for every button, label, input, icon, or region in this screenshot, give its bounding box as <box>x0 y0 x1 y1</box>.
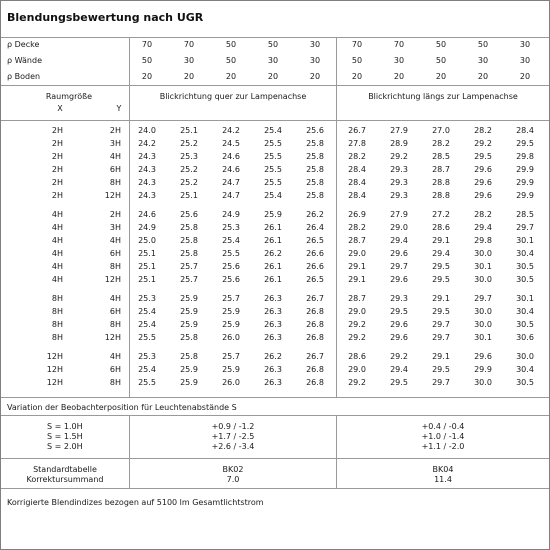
ugr-value: 29.6 <box>474 165 492 174</box>
ugr-value: 29.1 <box>432 236 450 245</box>
room-size-x: 4H <box>51 249 63 258</box>
ugr-value: 26.3 <box>264 307 282 316</box>
ugr-value: 24.0 <box>138 126 156 135</box>
room-size-y: 3H <box>109 223 121 232</box>
ugr-value: 25.8 <box>306 139 324 148</box>
ugr-value: 26.5 <box>306 275 324 284</box>
ugr-value: 25.5 <box>138 333 156 342</box>
ugr-value: 28.4 <box>348 191 366 200</box>
ugr-value: 27.9 <box>390 210 408 219</box>
ugr-value: 28.4 <box>348 178 366 187</box>
ugr-value: 24.2 <box>138 139 156 148</box>
ugr-value: 25.4 <box>264 191 282 200</box>
room-size-y: 8H <box>109 178 121 187</box>
ugr-value: 28.4 <box>348 165 366 174</box>
room-size-y: 6H <box>109 365 121 374</box>
variation-quer: +2.6 / -3.4 <box>211 442 255 451</box>
ugr-value: 25.5 <box>138 378 156 387</box>
reflectance-value: 30 <box>183 56 195 65</box>
ugr-value: 28.8 <box>432 191 450 200</box>
reflectance-value: 30 <box>309 40 321 49</box>
divider <box>1 415 549 416</box>
ugr-value: 26.9 <box>348 210 366 219</box>
reflectance-value: 70 <box>183 40 195 49</box>
reflectance-value: 70 <box>351 40 363 49</box>
ugr-value: 25.7 <box>222 352 240 361</box>
ugr-value: 29.7 <box>516 223 534 232</box>
divider <box>1 37 549 38</box>
ugr-value: 29.7 <box>432 378 450 387</box>
ugr-value: 25.3 <box>138 352 156 361</box>
ugr-value: 27.8 <box>348 139 366 148</box>
ugr-value: 25.9 <box>222 320 240 329</box>
room-size-x: 2H <box>51 178 63 187</box>
ugr-value: 30.4 <box>516 249 534 258</box>
reflectance-value: 50 <box>351 56 363 65</box>
ugr-value: 27.0 <box>432 126 450 135</box>
ugr-value: 29.0 <box>348 307 366 316</box>
ugr-value: 26.6 <box>306 249 324 258</box>
variation-quer: +1.7 / -2.5 <box>211 432 255 441</box>
ugr-value: 25.9 <box>180 294 198 303</box>
reflectance-value: 30 <box>393 56 405 65</box>
ugr-value: 26.3 <box>264 320 282 329</box>
ugr-value: 30.6 <box>516 333 534 342</box>
ugr-value: 30.1 <box>516 294 534 303</box>
ugr-value: 30.5 <box>516 320 534 329</box>
ugr-value: 30.0 <box>474 320 492 329</box>
ugr-value: 25.6 <box>306 126 324 135</box>
reflectance-value: 50 <box>435 40 447 49</box>
ugr-value: 26.2 <box>264 352 282 361</box>
ugr-value: 25.9 <box>222 365 240 374</box>
room-size-x: 12H <box>46 378 63 387</box>
reflectance-value: 70 <box>393 40 405 49</box>
ugr-value: 29.4 <box>390 365 408 374</box>
ugr-value: 25.4 <box>138 365 156 374</box>
ugr-value: 29.3 <box>390 191 408 200</box>
ugr-value: 29.4 <box>432 249 450 258</box>
reflectance-value: 20 <box>477 72 489 81</box>
ugr-value: 26.8 <box>306 378 324 387</box>
ugr-value: 29.7 <box>432 333 450 342</box>
ugr-value: 26.3 <box>264 333 282 342</box>
ugr-value: 26.3 <box>264 378 282 387</box>
ugr-value: 25.3 <box>180 152 198 161</box>
ugr-value: 29.9 <box>516 178 534 187</box>
room-size-y: 4H <box>109 152 121 161</box>
ugr-value: 28.4 <box>516 126 534 135</box>
correction-value-quer: 7.0 <box>226 475 240 484</box>
room-size-x: 12H <box>46 365 63 374</box>
ugr-value: 24.3 <box>138 178 156 187</box>
reflectance-value: 30 <box>519 40 531 49</box>
variation-laengs: +1.0 / -1.4 <box>421 432 465 441</box>
ugr-value: 25.1 <box>180 126 198 135</box>
ugr-value: 29.1 <box>348 275 366 284</box>
ugr-value: 25.9 <box>180 378 198 387</box>
ugr-value: 24.6 <box>222 152 240 161</box>
column-divider <box>129 415 130 488</box>
ugr-value: 25.9 <box>180 307 198 316</box>
ugr-value: 30.1 <box>474 333 492 342</box>
room-size-x: 4H <box>51 275 63 284</box>
variation-label: S = 1.0H <box>47 422 83 431</box>
ugr-value: 25.5 <box>222 249 240 258</box>
ugr-value: 25.6 <box>180 210 198 219</box>
ugr-value: 29.2 <box>348 378 366 387</box>
ugr-value: 29.8 <box>516 152 534 161</box>
ugr-value: 29.0 <box>348 249 366 258</box>
divider <box>1 458 549 459</box>
ugr-value: 24.2 <box>222 126 240 135</box>
ugr-value: 29.5 <box>432 275 450 284</box>
ugr-value: 29.1 <box>432 294 450 303</box>
room-size-x: 2H <box>51 191 63 200</box>
ugr-value: 29.6 <box>474 352 492 361</box>
ugr-value: 26.4 <box>306 223 324 232</box>
ugr-value: 29.6 <box>390 275 408 284</box>
ugr-value: 25.1 <box>138 249 156 258</box>
reflectance-value: 30 <box>309 56 321 65</box>
ugr-value: 24.9 <box>138 223 156 232</box>
ugr-value: 24.3 <box>138 165 156 174</box>
room-size-x: 2H <box>51 126 63 135</box>
standard-table-label: Standardtabelle <box>33 465 97 474</box>
room-size-y: 6H <box>109 165 121 174</box>
ugr-value: 25.2 <box>180 178 198 187</box>
room-size-x: 4H <box>51 236 63 245</box>
ugr-value: 26.6 <box>306 262 324 271</box>
ugr-value: 28.5 <box>432 152 450 161</box>
ugr-value: 25.3 <box>138 294 156 303</box>
ugr-value: 28.7 <box>432 165 450 174</box>
reflectance-label: ρ Wände <box>7 56 42 65</box>
room-size-x: 2H <box>51 165 63 174</box>
ugr-value: 25.0 <box>138 236 156 245</box>
ugr-value: 30.4 <box>516 307 534 316</box>
correction-value-laengs: 11.4 <box>434 475 452 484</box>
ugr-value: 29.6 <box>474 191 492 200</box>
ugr-value: 26.5 <box>306 236 324 245</box>
ugr-value: 25.5 <box>264 139 282 148</box>
ugr-value: 26.8 <box>306 307 324 316</box>
ugr-value: 25.7 <box>180 262 198 271</box>
ugr-value: 25.9 <box>180 320 198 329</box>
ugr-value: 29.6 <box>474 178 492 187</box>
ugr-value: 29.6 <box>390 249 408 258</box>
ugr-value: 29.5 <box>516 139 534 148</box>
ugr-value: 26.8 <box>306 333 324 342</box>
ugr-value: 27.2 <box>432 210 450 219</box>
ugr-value: 24.3 <box>138 191 156 200</box>
reflectance-value: 20 <box>141 72 153 81</box>
ugr-value: 29.2 <box>348 320 366 329</box>
ugr-value: 24.3 <box>138 152 156 161</box>
ugr-value: 28.8 <box>432 178 450 187</box>
ugr-value: 29.6 <box>390 333 408 342</box>
ugr-value: 30.0 <box>474 307 492 316</box>
footnote: Korrigierte Blendindizes bezogen auf 5100 lm Gesamtlichtstrom <box>7 498 264 507</box>
reflectance-value: 20 <box>309 72 321 81</box>
ugr-value: 28.7 <box>348 236 366 245</box>
ugr-value: 25.8 <box>306 191 324 200</box>
ugr-value: 25.8 <box>180 333 198 342</box>
ugr-value: 30.0 <box>474 249 492 258</box>
reflectance-value: 20 <box>225 72 237 81</box>
ugr-value: 29.5 <box>432 307 450 316</box>
ugr-value: 25.9 <box>222 307 240 316</box>
ugr-value: 25.4 <box>222 236 240 245</box>
room-size-x: 4H <box>51 223 63 232</box>
ugr-value: 29.3 <box>390 165 408 174</box>
ugr-value: 29.0 <box>348 365 366 374</box>
ugr-value: 24.7 <box>222 191 240 200</box>
ugr-value: 25.7 <box>180 275 198 284</box>
ugr-value: 24.5 <box>222 139 240 148</box>
variation-laengs: +1.1 / -2.0 <box>421 442 465 451</box>
ugr-value: 25.8 <box>180 236 198 245</box>
room-size-x: 12H <box>46 352 63 361</box>
ugr-value: 29.8 <box>474 236 492 245</box>
ugr-value: 25.1 <box>138 275 156 284</box>
divider <box>1 397 549 398</box>
reflectance-value: 20 <box>351 72 363 81</box>
room-size-x: 2H <box>51 152 63 161</box>
variation-laengs: +0.4 / -0.4 <box>421 422 465 431</box>
reflectance-value: 20 <box>435 72 447 81</box>
ugr-value: 29.5 <box>390 307 408 316</box>
ugr-value: 26.0 <box>222 378 240 387</box>
reflectance-value: 20 <box>183 72 195 81</box>
ugr-value: 28.6 <box>432 223 450 232</box>
ugr-value: 25.2 <box>180 165 198 174</box>
ugr-value: 30.0 <box>516 352 534 361</box>
reflectance-label: ρ Decke <box>7 40 40 49</box>
room-size-y: 12H <box>104 275 121 284</box>
reflectance-value: 50 <box>225 40 237 49</box>
ugr-value: 30.4 <box>516 365 534 374</box>
reflectance-value: 50 <box>267 40 279 49</box>
ugr-value: 25.1 <box>180 191 198 200</box>
ugr-value: 30.1 <box>474 262 492 271</box>
room-size-y: 6H <box>109 307 121 316</box>
ugr-value: 29.2 <box>390 152 408 161</box>
column-divider <box>336 415 337 488</box>
reflectance-value: 20 <box>267 72 279 81</box>
page-title: Blendungsbewertung nach UGR <box>7 11 204 24</box>
ugr-value: 29.1 <box>348 262 366 271</box>
ugr-value: 25.1 <box>138 262 156 271</box>
y-label: Y <box>116 104 122 113</box>
ugr-value: 25.7 <box>222 294 240 303</box>
ugr-value: 26.7 <box>348 126 366 135</box>
reflectance-value: 30 <box>519 56 531 65</box>
room-size-y: 2H <box>109 210 121 219</box>
ugr-value: 28.5 <box>516 210 534 219</box>
room-size-label: Raumgröße <box>45 92 93 101</box>
ugr-value: 29.7 <box>474 294 492 303</box>
ugr-value: 28.7 <box>348 294 366 303</box>
ugr-value: 26.1 <box>264 262 282 271</box>
ugr-value: 29.0 <box>390 223 408 232</box>
ugr-value: 24.6 <box>222 165 240 174</box>
room-size-y: 3H <box>109 139 121 148</box>
reflectance-value: 50 <box>225 56 237 65</box>
reflectance-value: 30 <box>267 56 279 65</box>
ugr-value: 25.9 <box>180 365 198 374</box>
standard-table-laengs: BK04 <box>432 465 454 474</box>
variation-quer: +0.9 / -1.2 <box>211 422 255 431</box>
reflectance-value: 30 <box>477 56 489 65</box>
room-size-y: 6H <box>109 249 121 258</box>
ugr-value: 29.7 <box>390 262 408 271</box>
ugr-value: 26.0 <box>222 333 240 342</box>
ugr-value: 26.1 <box>264 275 282 284</box>
variation-label: S = 1.5H <box>47 432 83 441</box>
ugr-value: 26.7 <box>306 352 324 361</box>
ugr-value: 25.8 <box>180 352 198 361</box>
room-size-y: 2H <box>109 126 121 135</box>
ugr-value: 25.4 <box>138 307 156 316</box>
ugr-value: 28.2 <box>474 126 492 135</box>
reflectance-value: 20 <box>519 72 531 81</box>
reflectance-value: 50 <box>141 56 153 65</box>
ugr-value: 29.7 <box>432 320 450 329</box>
ugr-value: 29.2 <box>390 352 408 361</box>
ugr-value: 25.2 <box>180 139 198 148</box>
group-header-laengs: Blickrichtung längs zur Lampenachse <box>368 92 518 101</box>
room-size-x: 4H <box>51 210 63 219</box>
room-size-y: 4H <box>109 352 121 361</box>
group-header-quer: Blickrichtung quer zur Lampenachse <box>159 92 307 101</box>
ugr-value: 30.0 <box>474 378 492 387</box>
ugr-value: 29.5 <box>432 365 450 374</box>
room-size-x: 2H <box>51 139 63 148</box>
ugr-value: 29.1 <box>432 352 450 361</box>
reflectance-value: 70 <box>141 40 153 49</box>
room-size-y: 4H <box>109 294 121 303</box>
ugr-value: 25.6 <box>222 262 240 271</box>
ugr-value: 25.8 <box>306 178 324 187</box>
ugr-value: 26.2 <box>264 249 282 258</box>
ugr-value: 30.0 <box>474 275 492 284</box>
room-size-x: 8H <box>51 320 63 329</box>
ugr-value: 25.3 <box>222 223 240 232</box>
reflectance-value: 50 <box>435 56 447 65</box>
ugr-value: 27.9 <box>390 126 408 135</box>
standard-table-quer: BK02 <box>222 465 244 474</box>
divider <box>1 488 549 489</box>
ugr-value: 30.5 <box>516 262 534 271</box>
ugr-value: 26.1 <box>264 236 282 245</box>
ugr-value: 25.6 <box>222 275 240 284</box>
ugr-value: 29.9 <box>516 191 534 200</box>
ugr-value: 28.9 <box>390 139 408 148</box>
ugr-value: 24.7 <box>222 178 240 187</box>
room-size-y: 12H <box>104 191 121 200</box>
ugr-value: 30.5 <box>516 275 534 284</box>
room-size-y: 4H <box>109 236 121 245</box>
ugr-value: 26.3 <box>264 294 282 303</box>
room-size-x: 4H <box>51 262 63 271</box>
room-size-x: 8H <box>51 294 63 303</box>
ugr-value: 29.5 <box>390 378 408 387</box>
ugr-value: 25.8 <box>180 223 198 232</box>
reflectance-value: 50 <box>477 40 489 49</box>
ugr-value: 26.3 <box>264 365 282 374</box>
ugr-value: 26.8 <box>306 365 324 374</box>
reflectance-value: 20 <box>393 72 405 81</box>
room-size-x: 8H <box>51 333 63 342</box>
ugr-value: 28.2 <box>348 223 366 232</box>
ugr-value: 25.8 <box>180 249 198 258</box>
ugr-value: 29.3 <box>390 178 408 187</box>
ugr-value: 29.6 <box>390 320 408 329</box>
ugr-value: 26.2 <box>306 210 324 219</box>
ugr-value: 25.9 <box>264 210 282 219</box>
ugr-value: 25.8 <box>306 165 324 174</box>
ugr-value: 26.7 <box>306 294 324 303</box>
ugr-value: 25.5 <box>264 152 282 161</box>
room-size-y: 12H <box>104 333 121 342</box>
room-size-y: 8H <box>109 378 121 387</box>
room-size-x: 8H <box>51 307 63 316</box>
ugr-value: 25.8 <box>306 152 324 161</box>
ugr-value: 26.1 <box>264 223 282 232</box>
ugr-value: 29.5 <box>474 152 492 161</box>
ugr-value: 25.4 <box>138 320 156 329</box>
divider <box>1 85 549 86</box>
ugr-value: 25.5 <box>264 178 282 187</box>
variation-label: S = 2.0H <box>47 442 83 451</box>
ugr-value: 25.4 <box>264 126 282 135</box>
ugr-value: 24.6 <box>138 210 156 219</box>
room-size-y: 8H <box>109 262 121 271</box>
ugr-value: 28.6 <box>348 352 366 361</box>
correction-label: Korrektursummand <box>26 475 104 484</box>
divider <box>1 120 549 121</box>
variation-title: Variation der Beobachterposition für Leuchtenabstände S <box>7 403 237 412</box>
ugr-value: 28.2 <box>348 152 366 161</box>
ugr-value: 28.2 <box>474 210 492 219</box>
ugr-value: 29.9 <box>516 165 534 174</box>
ugr-value: 29.5 <box>432 262 450 271</box>
ugr-value: 30.1 <box>516 236 534 245</box>
ugr-value: 29.4 <box>390 236 408 245</box>
ugr-value: 25.5 <box>264 165 282 174</box>
ugr-value: 24.9 <box>222 210 240 219</box>
ugr-value: 29.2 <box>348 333 366 342</box>
ugr-value: 29.3 <box>390 294 408 303</box>
room-size-y: 8H <box>109 320 121 329</box>
ugr-value: 28.2 <box>432 139 450 148</box>
x-label: X <box>57 104 63 113</box>
ugr-value: 26.8 <box>306 320 324 329</box>
ugr-value: 29.2 <box>474 139 492 148</box>
ugr-value: 29.9 <box>474 365 492 374</box>
reflectance-label: ρ Boden <box>7 72 41 81</box>
ugr-value: 30.5 <box>516 378 534 387</box>
ugr-value: 29.4 <box>474 223 492 232</box>
